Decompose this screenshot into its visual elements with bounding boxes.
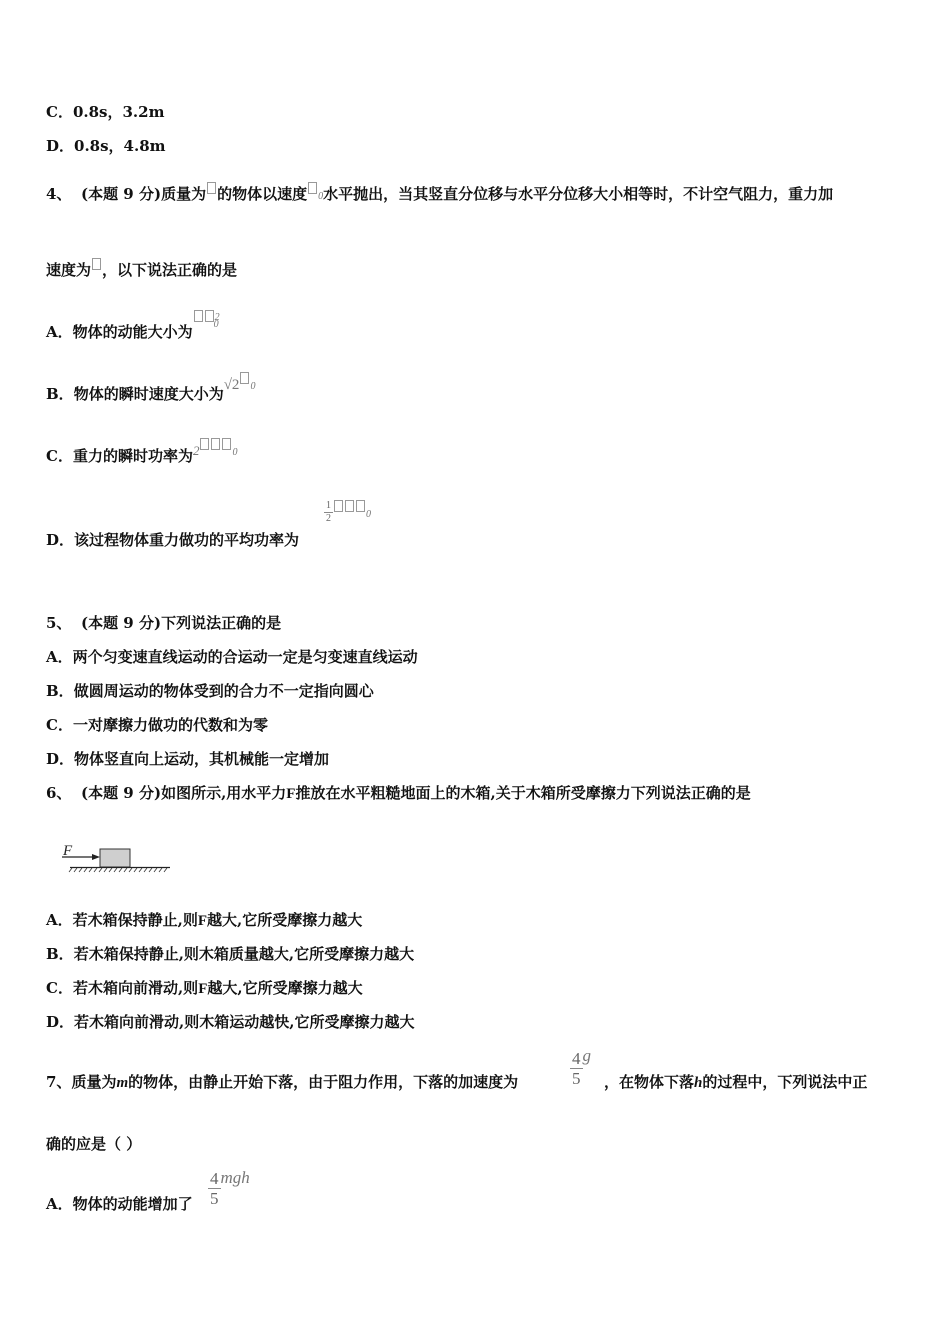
m-placeholder	[207, 182, 216, 194]
q6-figure	[60, 838, 175, 874]
q3-option-d	[46, 136, 166, 156]
q4-option-a	[46, 312, 220, 345]
g-placeholder	[92, 258, 101, 270]
stem-text: 的物体，由静止开始下落，由于阻力作用，下落的加速度为	[128, 1073, 519, 1091]
q7-stem-line1-tail	[604, 1072, 867, 1093]
question-number: 5、	[46, 614, 72, 632]
q4-option-d	[46, 530, 299, 550]
v-placeholder	[356, 500, 365, 512]
stem-text: 质量为	[161, 185, 207, 203]
subscript: 0	[366, 509, 371, 520]
option-text: 一对摩擦力做功的代数和为零	[72, 716, 268, 734]
height-symbol: h	[694, 1075, 703, 1091]
stem-text: 水平抛出，当其竖直分位移与水平分位移大小相等时，不计空气阻力，重力加	[323, 185, 834, 203]
q4-stem-line2	[46, 258, 237, 280]
option-label: C．	[46, 716, 73, 734]
fraction	[208, 1170, 221, 1207]
q5-stem	[46, 613, 281, 633]
option-text: 物体的动能增加了	[72, 1195, 193, 1213]
option-label: A．	[46, 1195, 73, 1213]
stem-text: 的过程中，下列说法中正	[702, 1073, 868, 1091]
stem-text: 推放在水平粗糙地面上的木箱,关于木箱所受摩擦力下列说法正确的是	[295, 784, 751, 802]
denominator: 5	[572, 1069, 581, 1088]
q4-option-d-formula	[324, 500, 371, 524]
numerator: 4	[210, 1169, 219, 1188]
option-text: 0.8s，3.2m	[72, 103, 165, 121]
option-label: D．	[46, 531, 75, 549]
sqrt-symbol: √2	[223, 377, 240, 393]
force-symbol: F	[197, 913, 208, 929]
stem-text: 质量为	[71, 1073, 117, 1091]
q5-option-b	[46, 681, 374, 701]
option-text: 做圆周运动的物体受到的合力不一定指向圆心	[73, 682, 374, 700]
g-placeholder	[211, 438, 220, 450]
stem-text: 速度为	[46, 261, 92, 279]
q6-option-b	[46, 944, 414, 964]
question-number: 4、	[46, 185, 72, 203]
numerator: 1	[326, 500, 331, 511]
option-text: 越大,它所受摩擦力越大	[207, 911, 363, 929]
gravity-symbol: g	[582, 1046, 591, 1065]
expression: mgh	[220, 1168, 250, 1187]
option-text: 越大,它所受摩擦力越大	[207, 979, 363, 997]
force-arrow-head	[92, 854, 100, 860]
option-text: 0.8s，4.8m	[74, 137, 166, 155]
ground-hatch	[69, 868, 167, 872]
question-number: 7、	[46, 1073, 72, 1091]
option-label: A．	[46, 648, 73, 666]
option-label: B．	[46, 682, 74, 700]
stem-text: ，在物体下落	[604, 1073, 695, 1091]
q6-option-a	[46, 910, 362, 931]
option-label: D．	[46, 1013, 75, 1031]
option-text: 两个匀变速直线运动的合运动一定是匀变速直线运动	[72, 648, 418, 666]
formula	[193, 313, 219, 331]
subscript: 0	[318, 191, 324, 202]
q5-option-c	[46, 715, 268, 735]
q7-acceleration-formula	[570, 1046, 591, 1087]
question-tag: (本题 9 分)	[80, 784, 162, 802]
fraction	[570, 1050, 583, 1087]
subscript: 0	[213, 319, 219, 330]
denominator: 5	[210, 1189, 219, 1208]
option-label: B．	[46, 945, 74, 963]
q7-option-a	[46, 1194, 193, 1214]
option-label: C．	[46, 979, 73, 997]
q3-option-c	[46, 102, 164, 122]
question-tag: (本题 9 分)	[80, 185, 162, 203]
denominator: 2	[326, 513, 331, 524]
m-placeholder	[194, 310, 203, 322]
option-label: A．	[46, 323, 73, 341]
mass-symbol: m	[116, 1075, 129, 1091]
q4-option-b	[46, 377, 256, 407]
numerator: 4	[572, 1049, 581, 1068]
q4-stem-line1	[46, 182, 833, 207]
q4-option-c	[46, 444, 237, 469]
formula	[224, 375, 256, 393]
q7-stem-line2	[46, 1134, 141, 1154]
v-placeholder	[205, 310, 214, 322]
m-placeholder	[200, 438, 209, 450]
stem-text: 下列说法正确的是	[161, 614, 282, 632]
option-label: D．	[46, 750, 75, 768]
q6-option-c	[46, 978, 363, 999]
v-placeholder	[308, 182, 317, 194]
formula	[193, 441, 238, 459]
option-text: 物体的动能大小为	[72, 323, 193, 341]
box-block	[100, 849, 130, 867]
q7-option-a-formula	[208, 1168, 250, 1207]
option-label: A．	[46, 911, 73, 929]
fraction	[324, 501, 333, 524]
superscript: 2	[214, 312, 220, 323]
option-text: 物体的瞬时速度大小为	[73, 385, 224, 403]
m-placeholder	[334, 500, 343, 512]
q5-option-a	[46, 647, 418, 667]
subscript: 0	[232, 447, 238, 458]
option-label: D．	[46, 137, 75, 155]
v-placeholder	[240, 372, 249, 384]
subscript: 0	[250, 381, 256, 392]
force-symbol: F	[286, 786, 296, 802]
v-placeholder	[222, 438, 231, 450]
option-text: 若木箱保持静止,则	[72, 911, 198, 929]
option-text: 重力的瞬时功率为	[72, 447, 193, 465]
q5-option-d	[46, 749, 329, 769]
force-label: F	[63, 843, 73, 859]
stem-text: 的物体以速度	[217, 185, 308, 203]
q7-stem-line1	[46, 1072, 518, 1093]
question-tag: (本题 9 分)	[80, 614, 162, 632]
option-label: C．	[46, 447, 73, 465]
option-text: 若木箱向前滑动,则木箱运动越快,它所受摩擦力越大	[74, 1013, 415, 1031]
stem-text: 如图所示,用水平力	[161, 784, 287, 802]
option-text: 若木箱向前滑动,则	[72, 979, 199, 997]
coefficient: 2	[192, 443, 200, 458]
g-placeholder	[345, 500, 354, 512]
option-label: B．	[46, 385, 74, 403]
force-symbol: F	[198, 981, 208, 997]
stem-text: 确的应是（ ）	[46, 1135, 142, 1153]
option-text: 该过程物体重力做功的平均功率为	[74, 531, 300, 549]
question-number: 6、	[46, 784, 72, 802]
option-text: 若木箱保持静止,则木箱质量越大,它所受摩擦力越大	[73, 945, 415, 963]
q6-stem	[46, 783, 751, 804]
option-text: 物体竖直向上运动，其机械能一定增加	[74, 750, 330, 768]
stem-text: ，以下说法正确的是	[102, 261, 238, 279]
q6-option-d	[46, 1012, 414, 1032]
option-label: C．	[46, 103, 73, 121]
